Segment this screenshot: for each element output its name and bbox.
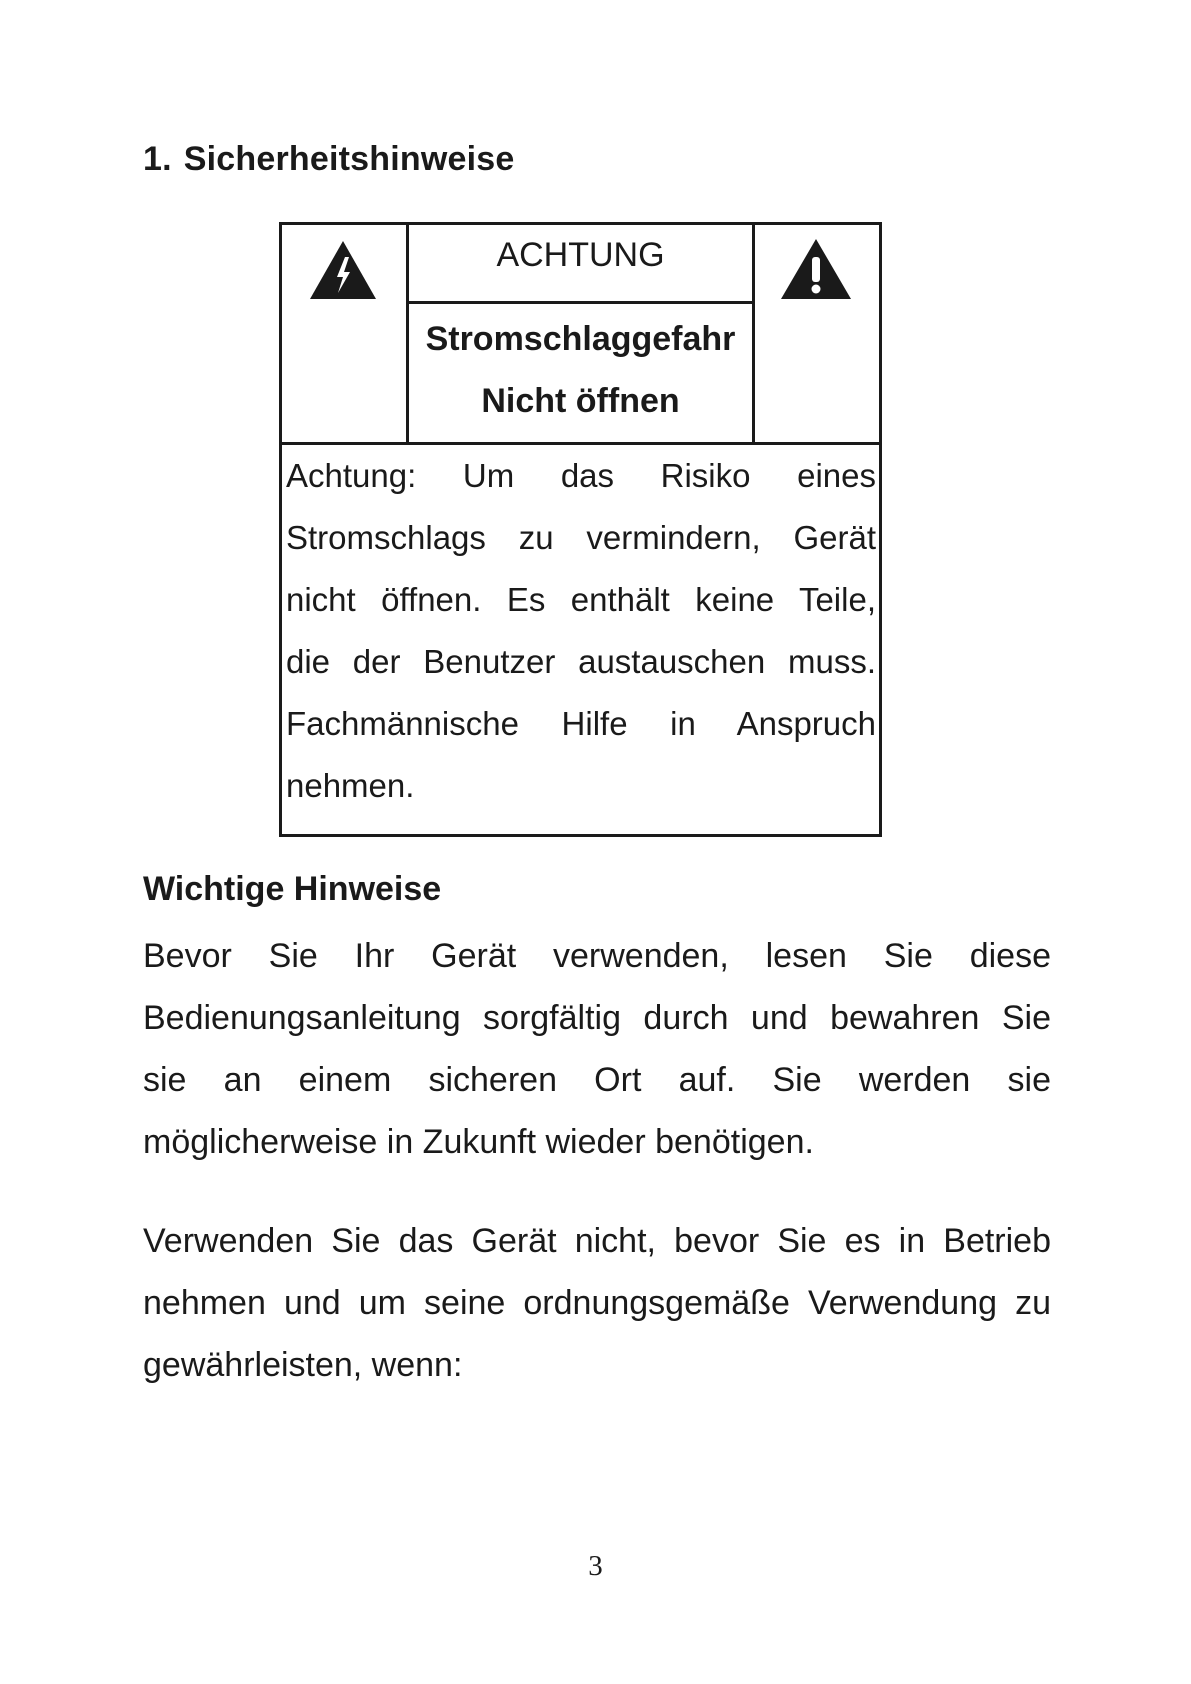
warning-right-cell bbox=[752, 225, 879, 442]
warning-text-line: nicht öffnen. Es enthält keine Teile, bbox=[286, 581, 876, 618]
warning-line-shock: Stromschlaggefahr bbox=[425, 320, 736, 358]
warning-left-cell bbox=[282, 225, 409, 442]
exclamation-warning-icon bbox=[779, 237, 853, 301]
warning-header bbox=[282, 225, 879, 445]
electric-shock-warning-icon bbox=[308, 239, 378, 301]
paragraph-line: Verwenden Sie das Gerät nicht, bevor Sie es in Betrieb bbox=[143, 1222, 1051, 1260]
important-notes-heading: Wichtige Hinweise bbox=[143, 870, 442, 908]
section-number: 1. bbox=[143, 140, 172, 178]
paragraph-line: Bedienungsanleitung sorgfältig durch und bewahren Sie bbox=[143, 999, 1051, 1037]
warning-center-cell bbox=[409, 225, 752, 442]
important-paragraph-2 bbox=[143, 1210, 1051, 1396]
warning-text-line: Fachmännische Hilfe in Anspruch bbox=[286, 705, 876, 742]
section-title: Sicherheitshinweise bbox=[183, 140, 515, 178]
warning-text-line: die der Benutzer austauschen muss. bbox=[286, 643, 876, 680]
paragraph-line: sie an einem sicheren Ort auf. Sie werden sie bbox=[143, 1061, 1051, 1099]
page-number: 3 bbox=[588, 1550, 603, 1582]
warning-text-line: Achtung: Um das Risiko eines bbox=[286, 457, 876, 494]
warning-text-line: nehmen. bbox=[286, 767, 415, 804]
section-heading bbox=[143, 140, 514, 179]
warning-title: ACHTUNG bbox=[409, 225, 752, 304]
paragraph-line: Bevor Sie Ihr Gerät verwenden, lesen Sie diese bbox=[143, 937, 1051, 975]
warning-box bbox=[279, 222, 882, 837]
warning-text-line: Stromschlags zu vermindern, Gerät bbox=[286, 519, 876, 556]
paragraph-line: gewährleisten, wenn: bbox=[143, 1346, 463, 1384]
paragraph-line: nehmen und um seine ordnungsgemäße Verwendung zu bbox=[143, 1284, 1051, 1322]
paragraph-line: möglicherweise in Zukunft wieder benötigen. bbox=[143, 1123, 814, 1161]
warning-line-do-not-open: Nicht öffnen bbox=[481, 382, 680, 420]
important-paragraph-1 bbox=[143, 925, 1051, 1173]
warning-description bbox=[286, 445, 876, 817]
